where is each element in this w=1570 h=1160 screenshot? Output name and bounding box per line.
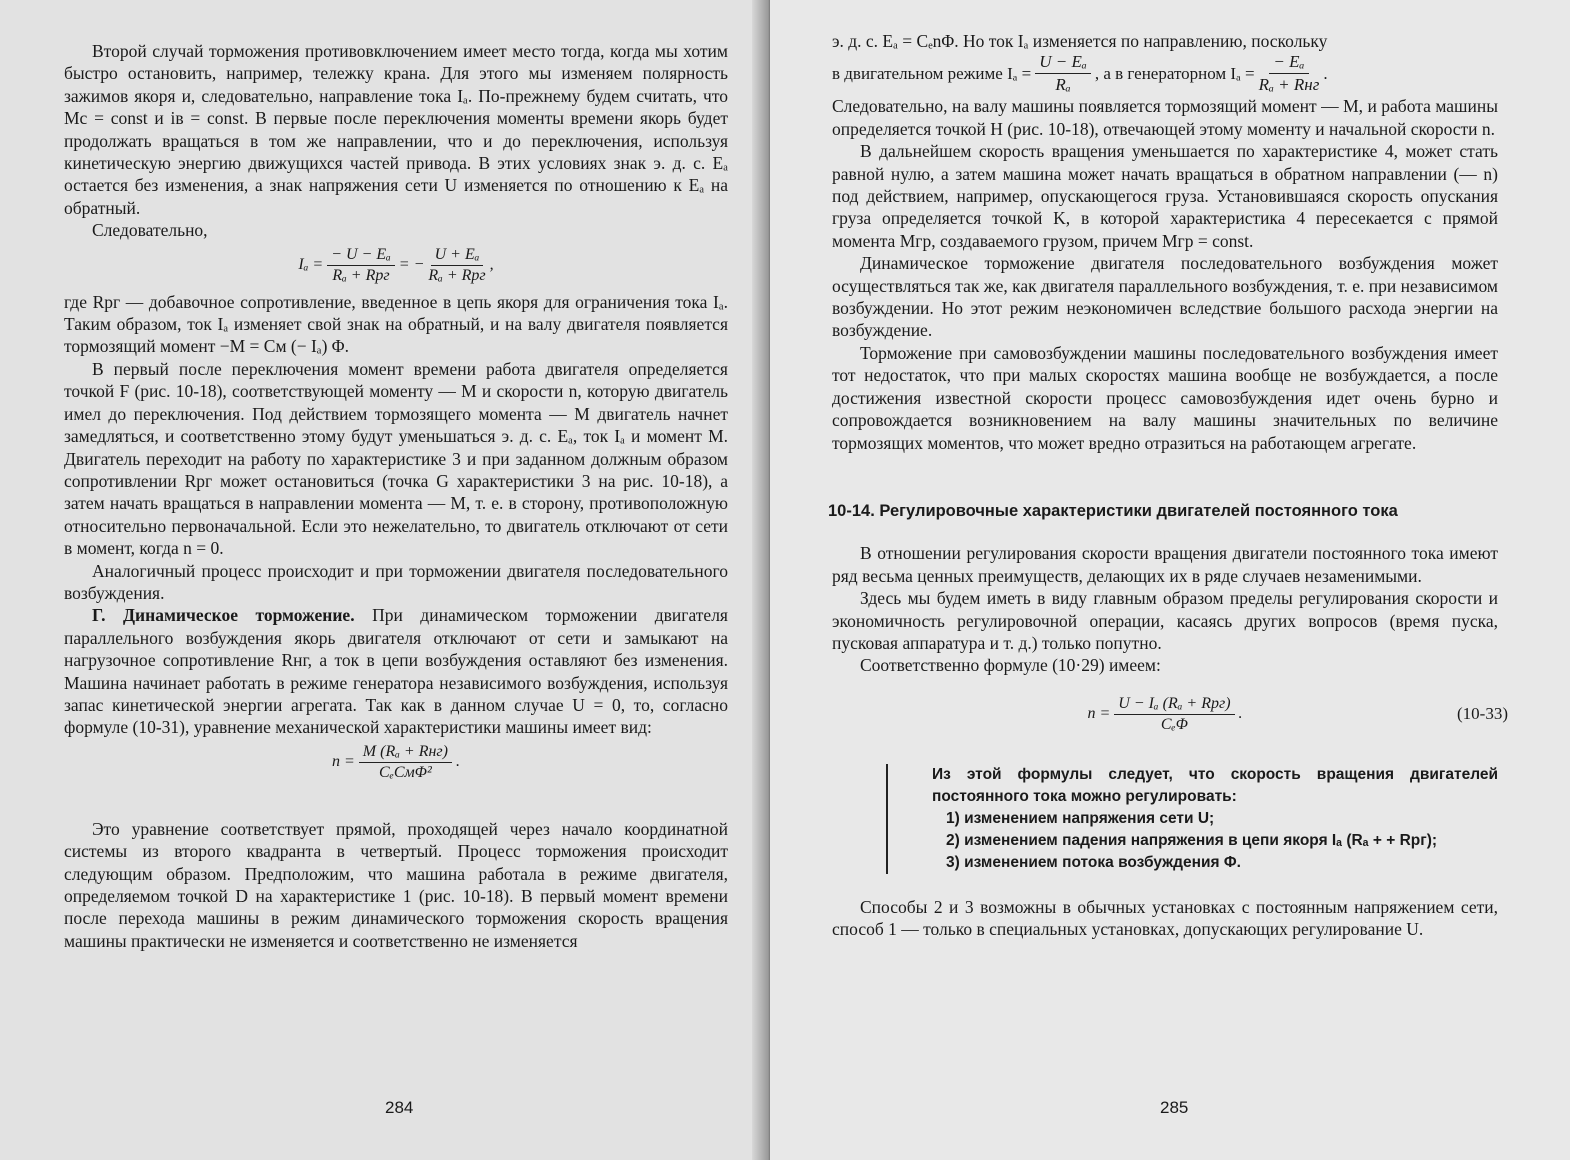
formula-speed bbox=[832, 694, 1508, 734]
callout-box bbox=[886, 764, 1498, 874]
denominator: CₑCмΦ² bbox=[379, 763, 432, 781]
formula-lhs: n = bbox=[1087, 705, 1111, 723]
paragraph: э. д. с. Eₐ = CₑnΦ. Но ток Iₐ изменяется по направлению, поскольку bbox=[832, 31, 1328, 51]
numerator: U − Iₐ (Rₐ + Rрг) bbox=[1114, 695, 1234, 715]
paragraph: Следовательно, bbox=[92, 220, 208, 241]
page-number: 285 bbox=[1160, 1098, 1189, 1117]
formula-lhs: Iₐ = bbox=[298, 256, 324, 274]
denominator: Rₐ + Rнг bbox=[1258, 75, 1320, 95]
paragraph: Второй случай торможения противовключением имеет место тогда, когда мы хотим быстро остановить, например, тележку крана. Для этого мы изменяем полярность зажимов якоря и, следовательно, направление тока Iₐ. По-прежнему будем считать, что Mс = const и iв = const. В первые после переключения моменты времени якорь будет продолжать вращаться в том же направлении, что и до переключения, используя кинетическую энергию движущихся частей привода. В этих условиях знак э. д. с. Eₐ остается без изменения, а знак напряжения сети U изменяется по отношению к Eₐ на обратный. bbox=[64, 41, 728, 218]
paragraph: Здесь мы будем иметь в виду главным образом пределы регулирования скорости и экономичность регулировочной операции, касаясь других вопросов (время пуска, пусковая аппаратура и т. д.) только попутно. bbox=[832, 588, 1498, 653]
fraction bbox=[1114, 695, 1234, 734]
paragraph: В первый после переключения момент времени работа двигателя определяется точкой F (рис. 10-18), соответствующей моменту — M и скорости n, которую двигатель имел до переключения. Под действием тормозящего момента — M двигатель начнет замедляться, и соответственно этому будут уменьшаться э. д. с. Eₐ, ток Iₐ и момент M. Двигатель переходит на работу по характеристике 3 и при заданном должным образом сопротивлении Rрг может остановиться (точка G характеристики 3 на рис. 10-18), а затем начать вращаться в направлении момента — M, т. е. в сторону, противоположную относительно первоначальной. Если это нежелательно, то двигатель отключают от сети в момент, когда n = 0. bbox=[64, 358, 728, 559]
paragraph: В отношении регулирования скорости вращения двигатели постоянного тока имеют ряд весьма ценных преимуществ, делающих их в ряде случаев незаменимыми. bbox=[832, 543, 1498, 586]
callout-item: 1) изменением напряжения сети U; bbox=[946, 809, 1215, 827]
paragraph: В дальнейшем скорость вращения уменьшается по характеристике 4, может стать равной нулю, а затем машина может начать вращаться в обратном направлении (— n) под действием, например, опускающегося груза. Установившаяся скорость опускания груза определяется точкой K, в которой характеристика 4 пересекается с прямой момента Mгр, создаваемого грузом, причем Mгр = const. bbox=[832, 141, 1498, 251]
denominator: Rₐ bbox=[1055, 75, 1071, 95]
fraction bbox=[1259, 52, 1320, 95]
paragraph: Аналогичный процесс происходит и при торможении двигателя последовательного возбуждения. bbox=[64, 560, 728, 603]
formula-prefix: в двигательном режиме Iₐ = bbox=[832, 63, 1032, 83]
paragraph-dynamic-braking bbox=[64, 604, 728, 738]
fraction bbox=[359, 743, 452, 782]
numerator: − Eₐ bbox=[1269, 52, 1308, 74]
equation-number: (10-33) bbox=[1457, 704, 1508, 724]
formula-inline-currents bbox=[832, 52, 1498, 95]
denominator: Rₐ + Rрг bbox=[332, 266, 390, 284]
paragraph: Динамическое торможение двигателя последовательного возбуждения может осуществляться так же, как двигателя параллельного возбуждения, т. е. при независимом возбуждении. Но этот режим неэкономичен вследствие большого расхода энергии на возбуждение. bbox=[832, 253, 1498, 341]
denominator: Rₐ + Rрг bbox=[428, 266, 486, 284]
formula-lhs: n = bbox=[332, 753, 355, 771]
numerator: M (Rₐ + Rнг) bbox=[359, 743, 452, 763]
paragraph: Соответственно формуле (10·29) имеем: bbox=[860, 655, 1161, 676]
subheading: Г. Динамическое торможение. bbox=[92, 605, 355, 626]
numerator: U − Eₐ bbox=[1035, 52, 1091, 74]
fraction bbox=[428, 246, 485, 285]
paragraph-text: При динамическом торможении двигателя параллельного возбуждения якорь двигателя отключают от сети и замыкают на нагрузочное сопротивление Rнг, а ток в цепи возбуждения оставляют без изменения. Машина начинает работать в режиме генератора независимого возбуждения, используя запас кинетической энергии агрегата. Так как в данном случае U = 0, то, согласно формуле (10-31), уравнение механической характеристики машины имеет вид: bbox=[64, 605, 728, 738]
numerator: U + Eₐ bbox=[431, 246, 484, 266]
paragraph: Это уравнение соответствует прямой, проходящей через начало координатной системы из второго квадранта в четвертый. Процесс торможения происходит следующим образом. Предположим, что машина работала в режиме двигателя, определяемом точкой D на характеристике 1 (рис. 10-18). В первый момент времени после перехода машины в режим динамического торможения скорость вращения машины практически не изменяется и соответственно не изменяется bbox=[64, 818, 728, 951]
section-title: 10-14. Регулировочные характеристики двигателей постоянного тока bbox=[828, 501, 1398, 520]
callout-lead: Из этой формулы следует, что скорость вращения двигателей постоянного тока можно регулировать: bbox=[932, 765, 1498, 805]
paragraph: где Rрг — добавочное сопротивление, введенное в цепь якоря для ограничения тока Iₐ. Таким образом, ток Iₐ изменяет свой знак на обратный, и на валу двигателя появляется тормозящий момент −M = Cм (− Iₐ) Φ. bbox=[64, 291, 728, 357]
fraction bbox=[1035, 52, 1091, 95]
formula-tail: , bbox=[489, 256, 494, 274]
paragraph: Торможение при самовозбуждении машины последовательного возбуждения имеет тот недостаток, что при малых скоростях машина вообще не возбуждается, а после достижения известной скорости процесс самовозбуждения идет очень бурно и сопровождается возникновением на валу машины значительных по величине тормозящих моментов, что может вредно отразиться на работающем агрегате. bbox=[832, 342, 1498, 453]
formula-middle: , а в генераторном Iₐ = bbox=[1094, 63, 1255, 83]
paragraph: Следовательно, на валу машины появляется тормозящий момент — M, и работа машины определяется точкой H (рис. 10-18), отвечающей этому моменту и начальной скорости n. bbox=[832, 96, 1498, 139]
formula-mid: = − bbox=[398, 256, 425, 274]
formula-dynamic-braking bbox=[64, 743, 728, 782]
formula-tail: . bbox=[1323, 63, 1328, 83]
callout-item: 3) изменением потока возбуждения Φ. bbox=[946, 853, 1241, 871]
formula-current-reversal bbox=[64, 246, 728, 285]
callout-item: 2) изменением падения напряжения в цепи якоря Iₐ (Rₐ + + Rрг); bbox=[946, 831, 1438, 849]
paragraph: Способы 2 и 3 возможны в обычных установках с постоянным напряжением сети, способ 1 — только в специальных установках, допускающих регулирование U. bbox=[832, 896, 1498, 940]
left-page bbox=[0, 0, 770, 1160]
page-number: 284 bbox=[385, 1098, 414, 1117]
formula-tail: . bbox=[455, 753, 460, 771]
formula-tail: . bbox=[1238, 705, 1243, 723]
numerator: − U − Eₐ bbox=[327, 246, 395, 266]
fraction bbox=[327, 246, 395, 285]
right-page bbox=[770, 0, 1570, 1160]
denominator: CₑΦ bbox=[1160, 715, 1188, 733]
